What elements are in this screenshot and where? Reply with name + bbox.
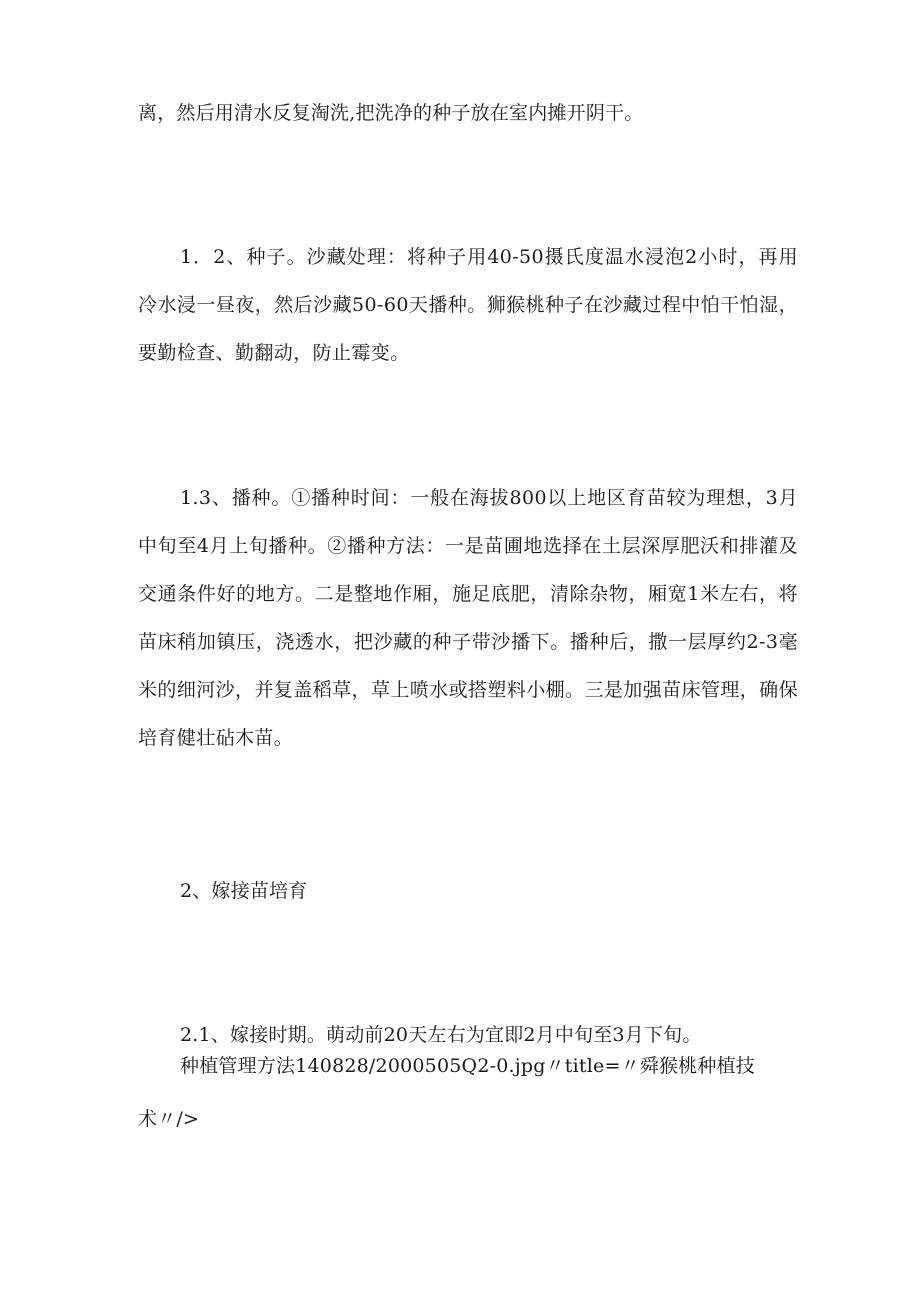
paragraph-sowing: 1.3、播种。①播种时间：一般在海拔800以上地区育苗较为理想，3月中旬至4月上旬播种。②播种方法：一是苗圃地选择在土层深厚肥沃和排灌及交通条件好的地方。二是整地作厢，施足底肥，清除杂物，厢宽1米左右，将苗床稍加镇压，浇透水，把沙藏的种子带沙播下。播种后，撒一层厚约2-3毫米的细河沙，并复盖稻草，草上喷水或搭塑料小棚。三是加强苗床管理，确保培育健壮砧木苗。 [138, 487, 798, 749]
heading-grafting: 2、嫁接苗培育 [180, 880, 308, 902]
paragraph-html-artifact-line1: 种植管理方法140828/2000505Q2-0.jpg〃title=〃舜猴桃种植技 [180, 1055, 755, 1077]
paragraph-grafting-time: 2.1、嫁接时期。萌动前20天左右为宜即2月中旬至3月下旬。 [180, 1024, 702, 1046]
paragraph-html-artifact-line2: 术〃/> [138, 1108, 200, 1130]
paragraph-intro-continuation: 离，然后用清水反复淘洗,把洗净的种子放在室内摊开阴干。 [138, 102, 644, 124]
paragraph-seed-treatment: 1．2、种子。沙藏处理：将种子用40-50摄氏度温水浸泡2小时，再用冷水浸一昼夜，然后沙藏50-60天播种。狮猴桃种子在沙藏过程中怕干怕湿，要勤检查、勤翻动，防止霉变。 [138, 246, 798, 364]
